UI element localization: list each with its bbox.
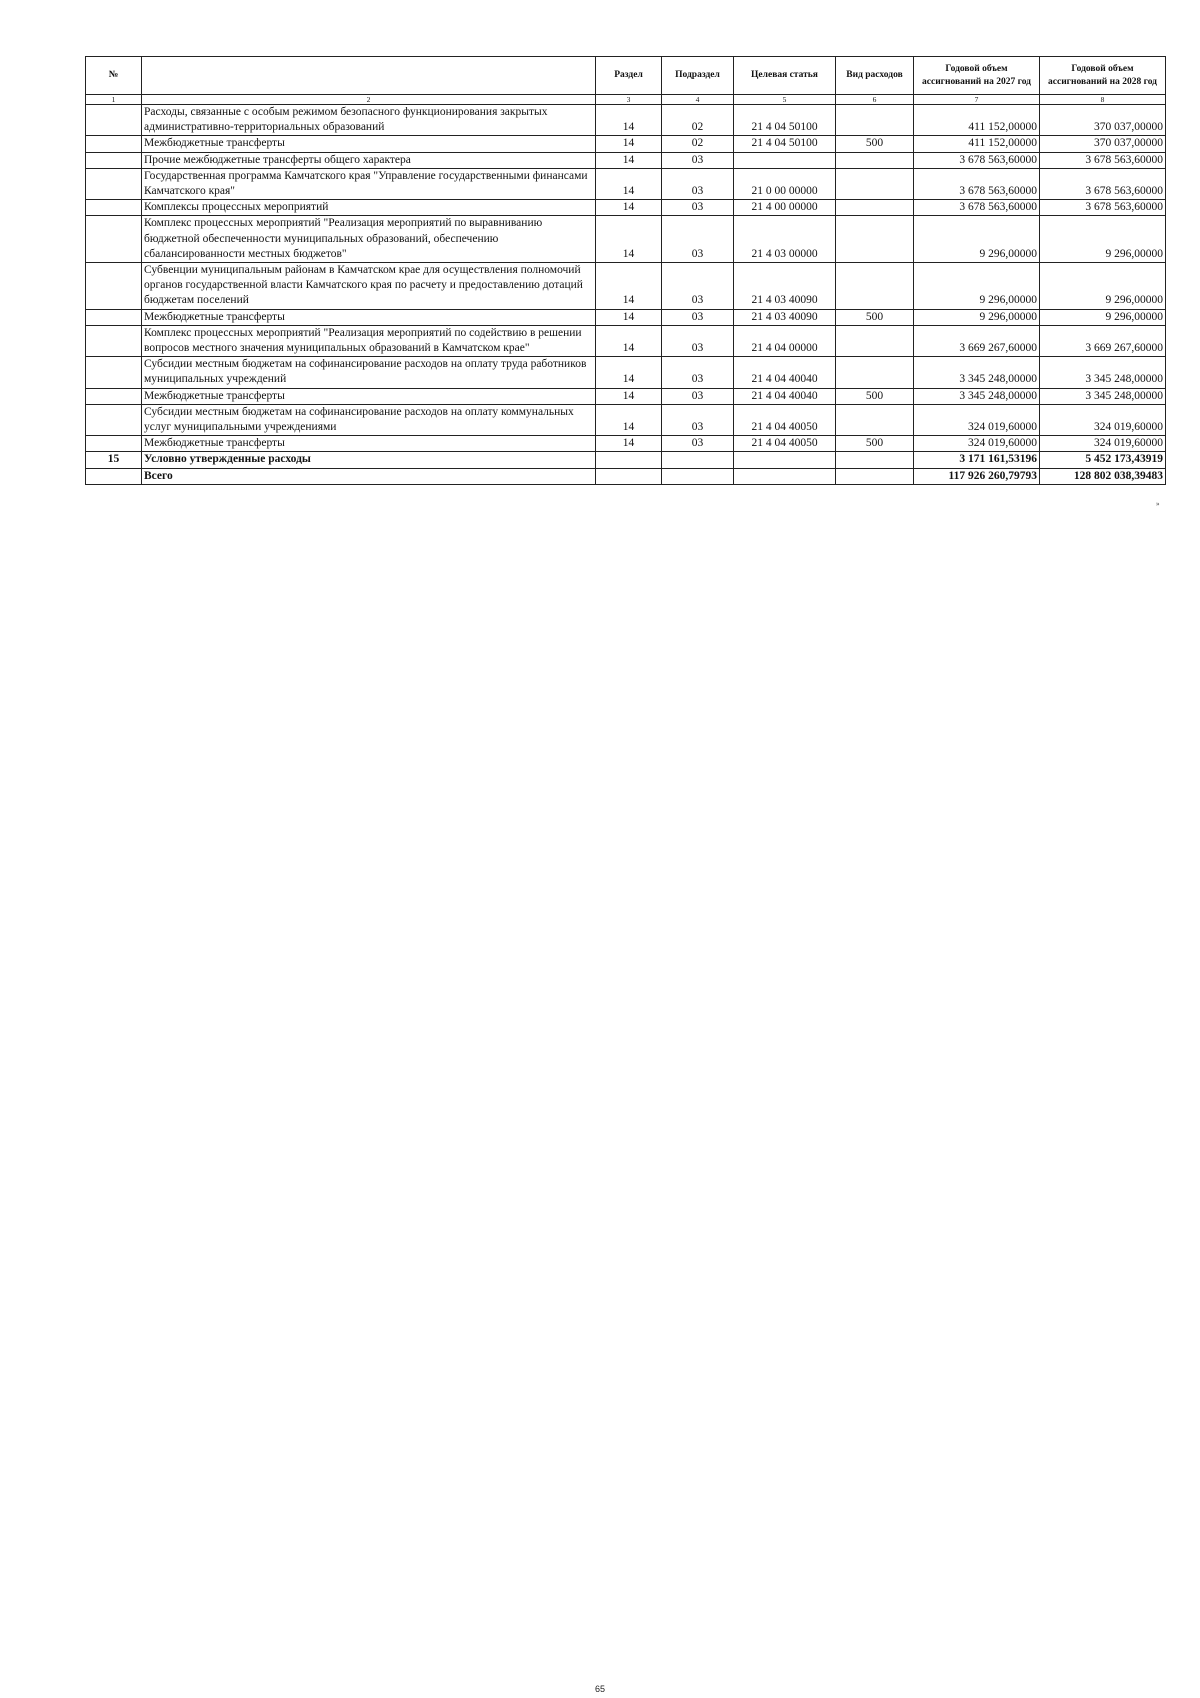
row-amount-2027: 411 152,00000	[914, 136, 1040, 152]
row-amount-2028: 3 345 248,00000	[1040, 357, 1166, 388]
row-number	[86, 168, 142, 199]
row-name: Комплекс процессных мероприятий "Реализация мероприятий по содействию в решении вопросов местного значения муниципальных образований в Камчатском крае"	[142, 325, 596, 356]
row-amount-2028: 3 678 563,60000	[1040, 200, 1166, 216]
row-vid	[836, 105, 914, 136]
header-row	[86, 57, 1166, 95]
row-vid: 500	[836, 136, 914, 152]
row-name: Межбюджетные трансферты	[142, 309, 596, 325]
row-celevaya: 21 4 04 00000	[734, 325, 836, 356]
row-number	[86, 404, 142, 435]
row-celevaya: 21 4 03 00000	[734, 216, 836, 263]
row-vid: 500	[836, 436, 914, 452]
row-name: Комплексы процессных мероприятий	[142, 200, 596, 216]
row-vid	[836, 357, 914, 388]
row-number	[86, 388, 142, 404]
row-celevaya: 21 4 03 40090	[734, 309, 836, 325]
row-razdel: 14	[596, 216, 662, 263]
col-number: 8	[1040, 95, 1166, 105]
total-amount-2028: 128 802 038,39483	[1040, 468, 1166, 484]
table-row	[86, 200, 1166, 216]
row-celevaya: 21 4 04 40040	[734, 357, 836, 388]
row-podrazdel: 03	[662, 152, 734, 168]
row-name: Межбюджетные трансферты	[142, 436, 596, 452]
row-podrazdel: 03	[662, 168, 734, 199]
total-amount-2027: 3 171 161,53196	[914, 452, 1040, 468]
row-razdel: 14	[596, 136, 662, 152]
row-name: Государственная программа Камчатского края "Управление государственными финансами Камчатского края"	[142, 168, 596, 199]
row-number	[86, 263, 142, 310]
header-razdel: Раздел	[596, 57, 662, 95]
row-amount-2028: 324 019,60000	[1040, 436, 1166, 452]
row-number	[86, 436, 142, 452]
row-amount-2027: 3 678 563,60000	[914, 168, 1040, 199]
row-amount-2027: 3 669 267,60000	[914, 325, 1040, 356]
row-number	[86, 136, 142, 152]
header-podrazdel: Подраздел	[662, 57, 734, 95]
col-number: 2	[142, 95, 596, 105]
row-amount-2027: 9 296,00000	[914, 216, 1040, 263]
row-amount-2028: 3 345 248,00000	[1040, 388, 1166, 404]
row-number	[86, 105, 142, 136]
row-amount-2028: 9 296,00000	[1040, 216, 1166, 263]
row-vid	[836, 325, 914, 356]
row-podrazdel: 03	[662, 216, 734, 263]
row-amount-2027: 3 345 248,00000	[914, 388, 1040, 404]
row-amount-2028: 9 296,00000	[1040, 309, 1166, 325]
table-body	[86, 105, 1166, 485]
row-podrazdel: 03	[662, 263, 734, 310]
table-row	[86, 136, 1166, 152]
row-vid	[836, 216, 914, 263]
row-vid	[836, 200, 914, 216]
header-num: №	[86, 57, 142, 95]
row-amount-2028: 370 037,00000	[1040, 105, 1166, 136]
closing-quote-mark: »	[1156, 500, 1160, 508]
row-razdel: 14	[596, 105, 662, 136]
row-celevaya: 21 4 00 00000	[734, 200, 836, 216]
row-number	[86, 325, 142, 356]
row-amount-2027: 9 296,00000	[914, 263, 1040, 310]
row-podrazdel: 03	[662, 309, 734, 325]
empty-cell	[662, 452, 734, 468]
row-celevaya: 21 4 04 40050	[734, 436, 836, 452]
row-amount-2028: 9 296,00000	[1040, 263, 1166, 310]
row-vid: 500	[836, 309, 914, 325]
row-vid	[836, 168, 914, 199]
row-name: Субсидии местным бюджетам на софинансирование расходов на оплату коммунальных услуг муниципальными учреждениями	[142, 404, 596, 435]
row-razdel: 14	[596, 436, 662, 452]
row-razdel: 14	[596, 388, 662, 404]
row-name: Межбюджетные трансферты	[142, 388, 596, 404]
row-celevaya: 21 4 03 40090	[734, 263, 836, 310]
total-amount-2028: 5 452 173,43919	[1040, 452, 1166, 468]
empty-cell	[734, 452, 836, 468]
empty-cell	[734, 468, 836, 484]
row-amount-2028: 3 678 563,60000	[1040, 152, 1166, 168]
row-name: Субвенции муниципальным районам в Камчатском крае для осуществления полномочий органов государственной власти Камчатского края по расчету и предоставлению дотаций бюджетам поселений	[142, 263, 596, 310]
row-amount-2028: 3 678 563,60000	[1040, 168, 1166, 199]
total-number	[86, 468, 142, 484]
row-amount-2027: 9 296,00000	[914, 309, 1040, 325]
row-amount-2027: 3 345 248,00000	[914, 357, 1040, 388]
row-podrazdel: 03	[662, 388, 734, 404]
col-number: 7	[914, 95, 1040, 105]
row-celevaya	[734, 152, 836, 168]
col-number: 4	[662, 95, 734, 105]
total-number: 15	[86, 452, 142, 468]
header-vid: Вид расходов	[836, 57, 914, 95]
column-number-row	[86, 95, 1166, 105]
row-podrazdel: 03	[662, 404, 734, 435]
table-row	[86, 357, 1166, 388]
empty-cell	[662, 468, 734, 484]
total-row	[86, 452, 1166, 468]
row-amount-2028: 370 037,00000	[1040, 136, 1166, 152]
row-razdel: 14	[596, 325, 662, 356]
total-name: Условно утвержденные расходы	[142, 452, 596, 468]
row-razdel: 14	[596, 168, 662, 199]
row-podrazdel: 03	[662, 357, 734, 388]
page-number: 65	[594, 1684, 605, 1694]
row-razdel: 14	[596, 152, 662, 168]
budget-table-container	[85, 56, 1165, 485]
row-podrazdel: 02	[662, 105, 734, 136]
col-number: 5	[734, 95, 836, 105]
row-razdel: 14	[596, 357, 662, 388]
table-row	[86, 404, 1166, 435]
row-razdel: 14	[596, 200, 662, 216]
row-celevaya: 21 4 04 50100	[734, 105, 836, 136]
row-name: Субсидии местным бюджетам на софинансирование расходов на оплату труда работников муниципальных учреждений	[142, 357, 596, 388]
row-celevaya: 21 0 00 00000	[734, 168, 836, 199]
table-row	[86, 168, 1166, 199]
row-podrazdel: 03	[662, 200, 734, 216]
row-number	[86, 309, 142, 325]
row-razdel: 14	[596, 263, 662, 310]
col-number: 1	[86, 95, 142, 105]
row-number	[86, 216, 142, 263]
empty-cell	[596, 452, 662, 468]
row-name: Комплекс процессных мероприятий "Реализация мероприятий по выравниванию бюджетной обеспеченности муниципальных образований, обеспечению сбалансированности местных бюджетов"	[142, 216, 596, 263]
budget-table	[85, 56, 1166, 485]
row-amount-2027: 3 678 563,60000	[914, 152, 1040, 168]
row-name: Расходы, связанные с особым режимом безопасного функционирования закрытых административно-территориальных образований	[142, 105, 596, 136]
row-amount-2027: 3 678 563,60000	[914, 200, 1040, 216]
col-number: 6	[836, 95, 914, 105]
row-podrazdel: 03	[662, 325, 734, 356]
row-number	[86, 357, 142, 388]
empty-cell	[596, 468, 662, 484]
row-amount-2027: 411 152,00000	[914, 105, 1040, 136]
row-name: Межбюджетные трансферты	[142, 136, 596, 152]
row-name: Прочие межбюджетные трансферты общего характера	[142, 152, 596, 168]
header-name	[142, 57, 596, 95]
row-vid	[836, 404, 914, 435]
header-celevaya: Целевая статья	[734, 57, 836, 95]
table-row	[86, 309, 1166, 325]
empty-cell	[836, 468, 914, 484]
table-row	[86, 152, 1166, 168]
table-row	[86, 105, 1166, 136]
row-razdel: 14	[596, 404, 662, 435]
row-number	[86, 200, 142, 216]
row-celevaya: 21 4 04 40050	[734, 404, 836, 435]
row-vid	[836, 263, 914, 310]
row-amount-2028: 324 019,60000	[1040, 404, 1166, 435]
row-celevaya: 21 4 04 40040	[734, 388, 836, 404]
col-number: 3	[596, 95, 662, 105]
table-row	[86, 436, 1166, 452]
total-name: Всего	[142, 468, 596, 484]
total-amount-2027: 117 926 260,79793	[914, 468, 1040, 484]
row-vid	[836, 152, 914, 168]
row-celevaya: 21 4 04 50100	[734, 136, 836, 152]
row-podrazdel: 02	[662, 136, 734, 152]
row-razdel: 14	[596, 309, 662, 325]
table-row	[86, 263, 1166, 310]
total-row	[86, 468, 1166, 484]
header-2027: Годовой объем ассигнований на 2027 год	[914, 57, 1040, 95]
header-2028: Годовой объем ассигнований на 2028 год	[1040, 57, 1166, 95]
row-amount-2028: 3 669 267,60000	[1040, 325, 1166, 356]
table-row	[86, 216, 1166, 263]
table-row	[86, 325, 1166, 356]
row-number	[86, 152, 142, 168]
empty-cell	[836, 452, 914, 468]
table-row	[86, 388, 1166, 404]
row-amount-2027: 324 019,60000	[914, 436, 1040, 452]
row-vid: 500	[836, 388, 914, 404]
row-amount-2027: 324 019,60000	[914, 404, 1040, 435]
row-podrazdel: 03	[662, 436, 734, 452]
